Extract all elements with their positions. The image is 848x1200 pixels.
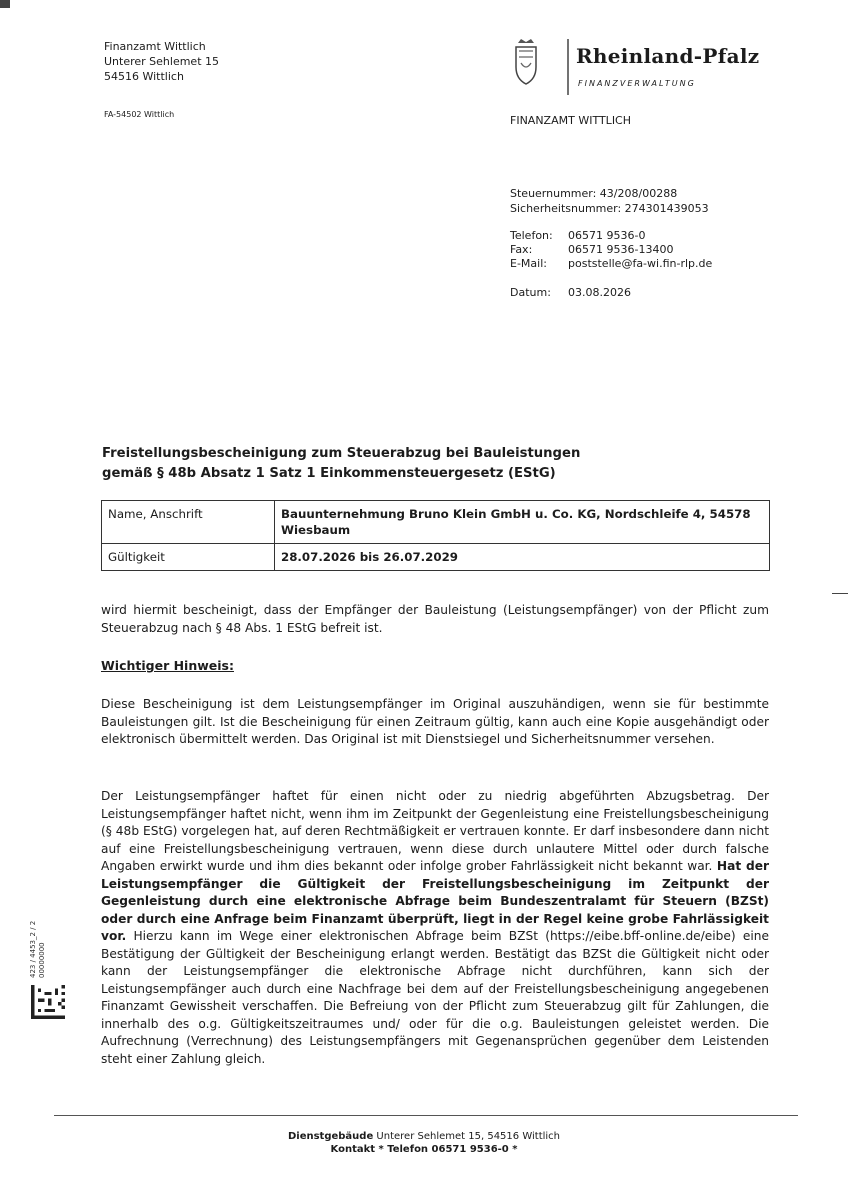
table-row [102, 501, 770, 544]
contact-block [510, 229, 712, 271]
contact-email: E-Mail: poststelle@fa-wi.fin-rlp.de [510, 257, 713, 270]
scan-corner-mark [0, 0, 10, 8]
sender-short: FA-54502 Wittlich [104, 110, 175, 119]
sender-address [104, 39, 219, 84]
document-date: Datum: 03.08.2026 [510, 286, 631, 299]
svg-text:00000000: 00000000 [38, 942, 46, 978]
fold-mark [832, 593, 848, 594]
svg-text:423 / 4453_2 / 2: 423 / 4453_2 / 2 [29, 920, 37, 978]
notice-heading: Wichtiger Hinweis: [101, 658, 234, 673]
certification-statement: wird hiermit bescheinigt, dass der Empfänger der Bauleistung (Leistungsempfänger) von der Pflicht zum Steuerabzug nach § 48 Abs. 1 EStG befreit ist. [101, 603, 769, 635]
table-key: Gültigkeit [102, 544, 275, 571]
tax-identifiers [510, 186, 709, 216]
footer-divider [54, 1115, 798, 1116]
table-value: Bauunternehmung Bruno Klein GmbH u. Co. KG, Nordschleife 4, 54578 Wiesbaum [275, 501, 770, 544]
office-name: FINANZAMT WITTLICH [510, 114, 632, 127]
datamatrix-code-icon [31, 985, 65, 1019]
document-code [22, 900, 62, 980]
document-title: Freistellungsbescheinigung zum Steuerabzug bei Bauleistungen gemäß § 48b Absatz 1 Satz 1 Einkommensteuergesetz (EStG) [102, 446, 581, 481]
logo-wordmark: Rheinland-Pfalz [576, 44, 760, 68]
logo-subtitle: FINANZVERWALTUNG [578, 79, 696, 88]
tax-number: Steuernummer: 43/208/00288 [510, 187, 678, 200]
table-key: Name, Anschrift [102, 501, 275, 544]
sender-line: Unterer Sehlemet 15 [104, 55, 220, 68]
footer-address: Dienstgebäude Unterer Sehlemet 15, 54516 Wittlich [287, 1131, 561, 1142]
table-row [102, 544, 770, 571]
table-value: 28.07.2026 bis 26.07.2029 [275, 544, 770, 571]
certificate-table [101, 500, 770, 571]
footer-contact: Kontakt * Telefon 06571 9536-0 * [330, 1144, 518, 1155]
sender-line: Finanzamt Wittlich [104, 40, 206, 53]
security-number: Sicherheitsnummer: 274301439053 [510, 202, 709, 215]
notice-paragraph: Diese Bescheinigung ist dem Leistungsempfänger im Original auszuhändigen, wenn sie für bestimmte Bauleistungen gilt. Ist die Bescheinigung für einen Zeitraum gültig, kann auch eine Kopie ausgehändigt oder elektronisch übermittelt werden. Das Original ist mit Dienstsiegel und Sicherheitsnummer versehen. [101, 697, 769, 746]
sender-line: 54516 Wittlich [104, 70, 184, 83]
contact-phone: Telefon: 06571 9536-0 [510, 229, 646, 242]
liability-paragraph: Der Leistungsempfänger haftet für einen nicht oder zu niedrig abgeführten Abzugsbetrag. Der Leistungsempfänger haftet nicht, wenn ihm im Zeitpunkt der Gegenleistung eine Freistellungsbescheinigung (§ 48b EStG) vorgelegen hat, auf deren Rechtmäßigkeit er vertrauen konnte. Er darf insbesondere dann nicht auf eine Freistellungsbescheinigung vertrauen, wenn diese durch unlautere Mittel oder durch falsche Angaben erwirkt wurde und ihm dies bekannt oder infolge grober Fahrlässigkeit nicht bekannt war. Hat der Leistungsempfänger die Gültigkeit der Freistellungsbescheinigung im Zeitpunkt der Gegenleistung durch eine elektronische Abfrage beim Bundeszentralamt für Steuern (BZSt) oder durch eine Anfrage beim Finanzamt überprüft, liegt in der Regel keine grobe Fahrlässigkeit vor. Hierzu kann im Wege einer elektronischen Abfrage beim BZSt (https://eibe.bff-online.de/eibe) eine Bestätigung der Gültigkeit der Bescheinigung erlangt werden. Bestätigt das BZSt die Gültigkeit nicht oder kann der Leistungsempfänger die elektronische Abfrage nicht durchführen, kann sich der Leistungsempfänger auch durch eine Nachfrage bei dem auf der Freistellungsbescheinigung angegebenen Finanzamt Gewissheit verschaffen. Die Befreiung von der Pflicht zum Steuerabzug gilt für Zahlungen, die innerhalb des o.g. Gültigkeitszeitraumes und/ oder für die o.g. Bauleistungen geleistet werden. Die Aufrechnung (Verrechnung) des Leistungsempfängers mit Gegenansprüchen gegenüber dem Leistenden steht einer Zahlung gleich. [101, 789, 769, 1066]
contact-fax: Fax: 06571 9536-13400 [510, 243, 674, 256]
